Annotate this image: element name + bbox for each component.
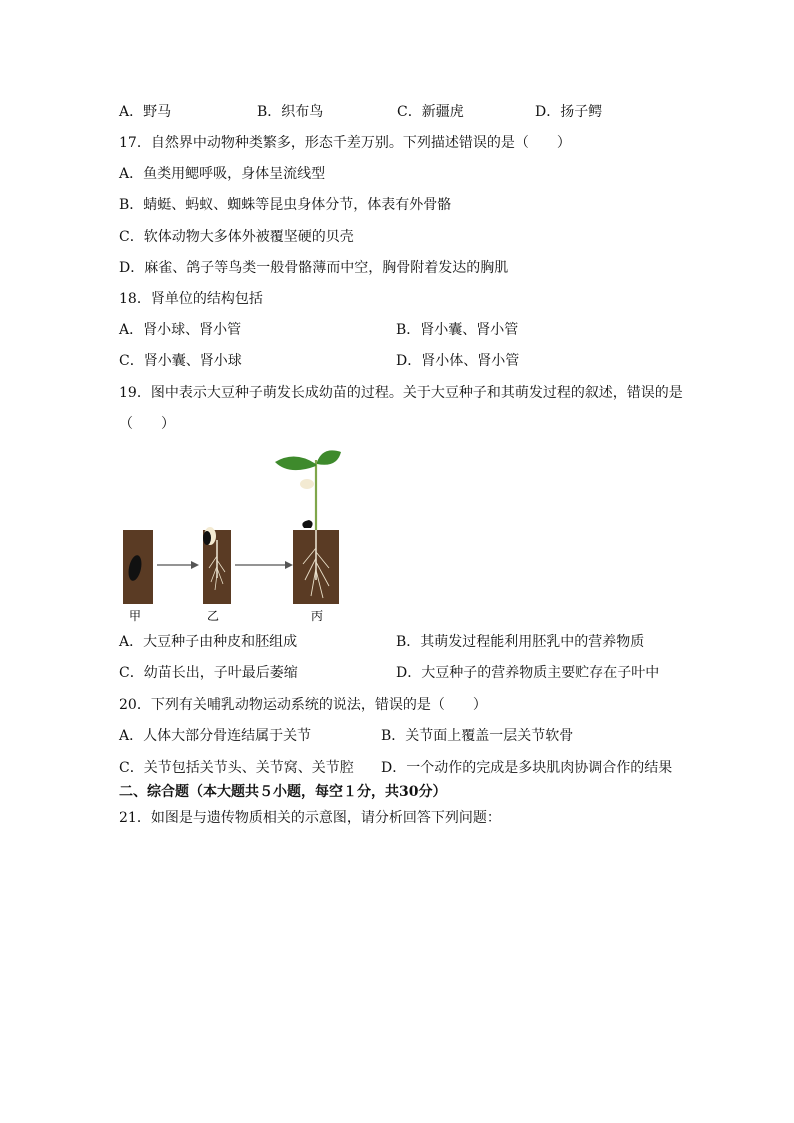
q19-options-row1 — [119, 632, 699, 652]
q20-option-c: C．关节包括关节头、关节窝、关节腔 — [119, 760, 354, 776]
q19-option-a: A．大豆种子由种皮和胚组成 — [119, 634, 298, 650]
q19-option-c: C．幼苗长出，子叶最后萎缩 — [119, 665, 298, 681]
q18-stem: 18．肾单位的结构包括 — [119, 291, 263, 307]
q17-option-d: D．麻雀、鸽子等鸟类一般骨骼薄而中空，胸骨附着发达的胸肌 — [119, 260, 509, 276]
stage-jia — [123, 530, 153, 604]
q20-stem: 20．下列有关哺乳动物运动系统的说法，错误的是（ ） — [119, 697, 487, 713]
q18-option-d: D．肾小体、肾小管 — [396, 353, 520, 369]
seed-coat-remnant-icon — [302, 520, 312, 528]
q18-option-a: A．肾小球、肾小管 — [119, 322, 242, 338]
q19-options-row2 — [119, 663, 699, 683]
figure-label-yi: 乙 — [207, 609, 220, 623]
section-title: 二、综合题（本大题共５小题，每空１分，共30分） — [119, 784, 447, 800]
q17-stem: 17．自然界中动物种类繁多，形态千差万别。下列描述错误的是（ ） — [119, 135, 571, 151]
figure-label-jia: 甲 — [129, 609, 142, 623]
q19-option-b: B．其萌发过程能利用胚乳中的营养物质 — [396, 634, 645, 650]
arrow-right-icon — [235, 561, 293, 569]
q16-options — [119, 102, 699, 122]
cotyledon-icon — [300, 479, 314, 489]
seed-coat-icon — [203, 531, 211, 545]
q19-stem-cont: （ ） — [119, 416, 175, 432]
q16-option-a: A．野马 — [119, 104, 172, 120]
q18-options-row1 — [119, 320, 699, 340]
q16-option-d: D．扬子鳄 — [535, 104, 603, 120]
q20-option-a: A．人体大部分骨连结属于关节 — [119, 728, 312, 744]
q19-option-d: D．大豆种子的营养物质主要贮存在子叶中 — [396, 665, 660, 681]
q20-option-b: B．关节面上覆盖一层关节软骨 — [381, 728, 574, 744]
leaf-icon — [275, 456, 316, 470]
figure-label-bing: 丙 — [311, 609, 324, 623]
q18-option-b: B．肾小囊、肾小管 — [396, 322, 519, 338]
stage-yi — [203, 527, 231, 604]
q20-options-row1 — [119, 726, 699, 746]
arrow-right-icon — [157, 561, 199, 569]
q18-option-c: C．肾小囊、肾小球 — [119, 353, 242, 369]
q20-options-row2 — [119, 758, 699, 778]
q19-stem: 19．图中表示大豆种子萌发长成幼苗的过程。关于大豆种子和其萌发过程的叙述，错误的是 — [119, 385, 683, 401]
q21-stem: 21．如图是与遗传物质相关的示意图，请分析回答下列问题： — [119, 810, 501, 826]
q17-option-b: B．蜻蜓、蚂蚁、蜘蛛等昆虫身体分节，体表有外骨骼 — [119, 197, 452, 213]
leaf-icon — [317, 450, 341, 464]
soybean-germination-figure — [119, 448, 359, 628]
q16-option-b: B．织布鸟 — [257, 104, 324, 120]
q17-option-a: A．鱼类用鳃呼吸，身体呈流线型 — [119, 166, 326, 182]
q16-option-c: C．新疆虎 — [397, 104, 464, 120]
q20-option-d: D．一个动作的完成是多块肌肉协调合作的结果 — [381, 760, 673, 776]
stage-bing — [275, 450, 341, 604]
q17-option-c: C．软体动物大多体外被覆坚硬的贝壳 — [119, 229, 354, 245]
q18-options-row2 — [119, 351, 699, 371]
